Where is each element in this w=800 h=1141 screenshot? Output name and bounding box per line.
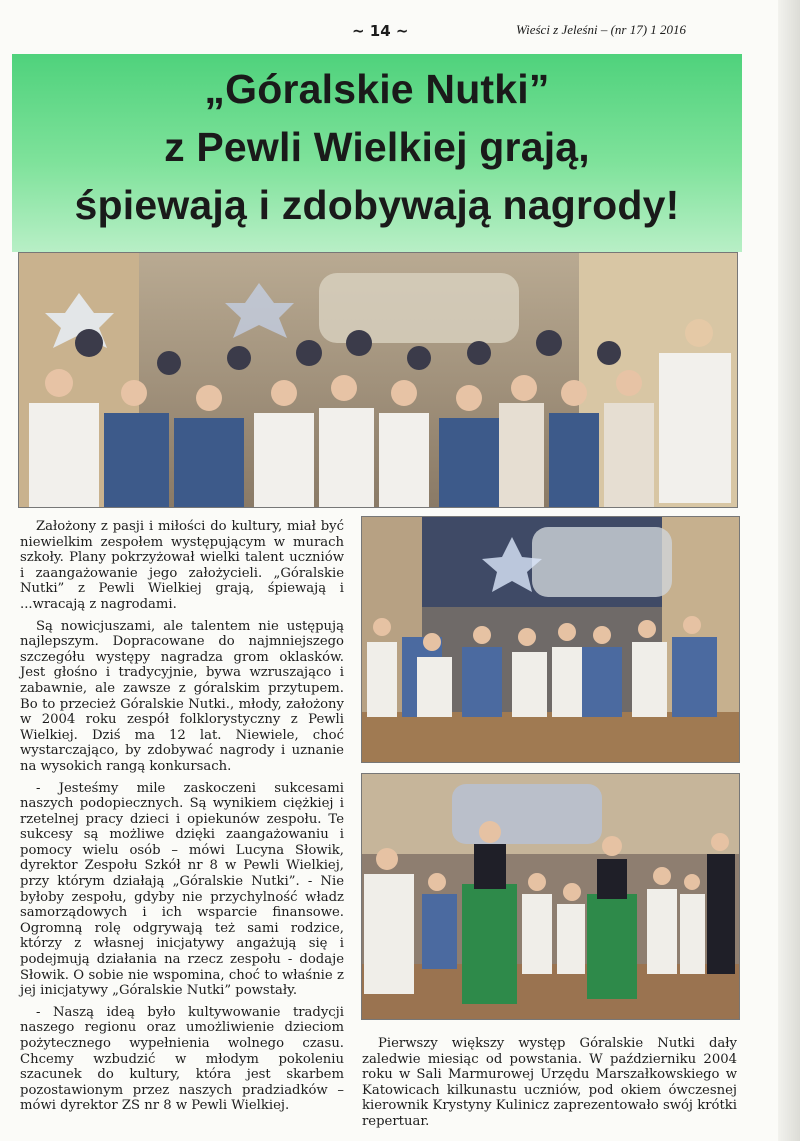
stage-photo-2 <box>361 773 740 1020</box>
group-photo <box>18 252 738 508</box>
headline-line-1: „Góralskie Nutki” <box>204 66 550 112</box>
article-paragraph: - Jesteśmy mile zaskoczeni sukcesami naszych podopiecznych. Są wynikiem ciężkiej i rzetelnej pracy dzieci i opiekunów zespołu. Te sukcesy są możliwe dzięki zaangażowaniu i pomocy wielu osób – mówi Lucyna Słowik, dyrektor Zespołu Szkół nr 8 w Pewli Wielkiej, przy którym działają „Góralskie Nutki”. - Nie byłoby zespołu, gdyby nie przychylność władz samorządowych i ich wsparcie finansowe. Ogromną rolę odgrywają też sami rodzice, którzy z własnej inicjatywy angażują się i podejmują działania na rzecz zespołu - dodaje Słowik. O sobie nie wspomina, choć to właśnie z jej inicjatywy „Góralskie Nutki” powstały. <box>20 780 344 999</box>
article-paragraph: Są nowicjuszami, ale talentem nie ustępują najlepszym. Dopracowane do najmniejszego szczegółu występy nagradza grom oklasków. Jest głośno i tradycyjnie, bywa wzruszająco i zabawnie, ale zawsze z góralskim przytupem. Bo to przecież Góralskie Nutki., młody, założony w 2004 roku zespół folklorystyczny z Pewli Wielkiej. Dziś ma 12 lat. Niewiele, choć wystarczająco, by zdobywać nagrody i uznanie na wysokich rangą konkursach. <box>20 618 344 774</box>
article-paragraph: - Naszą ideą było kultywowanie tradycji naszego regionu oraz umożliwienie dzieciom pożytecznego wypełnienia wolnego czasu. Chcemy wzbudzić w młodym pokoleniu szacunek do kultury, która jest skarbem pozostawionym przez naszych pradziadków – mówi dyrektor ZS nr 8 w Pewli Wielkiej. <box>20 1004 344 1114</box>
page-edge <box>778 0 800 1141</box>
headline <box>12 60 742 234</box>
page-number: ~ 14 ~ <box>352 22 409 40</box>
headline-line-2: z Pewli Wielkiej grają, <box>164 124 590 170</box>
headline-line-3: śpiewają i zdobywają nagrody! <box>74 182 680 228</box>
stage-photo-1 <box>361 516 740 763</box>
article-body <box>20 519 344 1120</box>
article-paragraph: Założony z pasji i miłości do kultury, miał być niewielkim zespołem występującym w murach szkoły. Plany pokrzyżował wielki talent uczniów i zaangażowanie jego założycieli. „Góralskie Nutki” z Pewli Wielkiej grają, śpiewają i ...wracają z nagrodami. <box>20 519 344 612</box>
headline-banner <box>12 54 742 252</box>
photo-caption: Pierwszy większy występ Góralskie Nutki dały zaledwie miesiąc od powstania. W październiku 2004 roku w Sali Marmurowej Urzędu Marszałkowskiego w Katowicach kilkunastu uczniów, pod okiem ówczesnej kierownik Krystyny Kulinicz zaprezentowało swój krótki repertuar. <box>362 1036 737 1129</box>
issue-info: Wieści z Jeleśni – (nr 17) 1 2016 <box>516 22 687 37</box>
